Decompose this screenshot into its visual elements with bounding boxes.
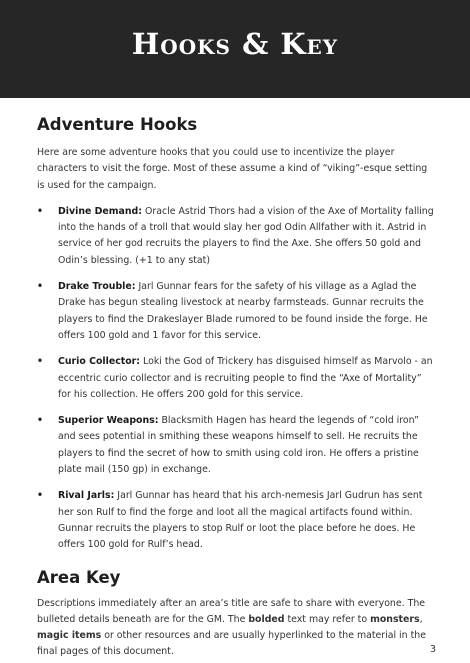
bullet: • bbox=[37, 205, 43, 217]
hook-title: Rival Jarls: bbox=[58, 490, 115, 502]
area-key-text: , bbox=[419, 613, 423, 625]
area-key-text: or other resources and are usually hyperlinked to the material in the final pages of this document. bbox=[37, 630, 426, 658]
hook-title: Divine Demand: bbox=[58, 205, 142, 217]
area-key-description bbox=[37, 596, 437, 661]
hook-text: Loki the God of Trickery has disguised himself as Marvolo - an eccentric curio collector and is recruiting people to find the “Axe of Mortality” for his collection. He offers 200 gold for this service. bbox=[58, 356, 433, 400]
bullet: • bbox=[37, 490, 43, 502]
adventure-hooks-intro: Here are some adventure hooks that you could use to incentivize the player characters to visit the forge. Most of these assume a kind of “viking”-esque setting is used for the campaign. bbox=[37, 147, 428, 191]
page-content bbox=[37, 113, 437, 661]
hook-title: Curio Collector: bbox=[58, 356, 141, 368]
hook-item-rival-jarls bbox=[37, 488, 437, 553]
page-banner bbox=[0, 0, 470, 98]
area-key-text: text may refer to bbox=[284, 613, 371, 625]
magic-items-term: magic items bbox=[37, 630, 102, 642]
area-key-text: Descriptions immediately after an area’s title are safe to share with everyone. The bulleted details beneath are for the GM. The bbox=[37, 597, 426, 625]
hook-text: Jarl Gunnar fears for the safety of his village as a Aglad the Drake has begun stealing livestock at nearby farmsteads. Gunnar recruits the players to find the Drakeslayer Blade rumored to be found inside the forge. He offers 100 gold and 1 favor for this service. bbox=[58, 281, 428, 341]
hook-title: Drake Trouble: bbox=[58, 281, 136, 293]
hook-item-divine-demand bbox=[37, 204, 437, 269]
hook-text: Jarl Gunnar has heard that his arch-nemesis Jarl Gudrun has sent her son Rulf to find the forge and loot all the magical artifacts found within. Gunnar recruits the players to stop Rulf or loot the place before he does. He offers 100 gold for Rulf’s head. bbox=[58, 490, 423, 551]
hook-item-superior-weapons bbox=[37, 413, 437, 478]
bolded-term: bolded bbox=[248, 613, 285, 625]
hook-text: Oracle Astrid Thors had a vision of the Axe of Mortality falling into the hands of a troll that would slay her god Odin Allfather with it. Astrid in service of her god recruits the players to find the Axe. She offers 50 gold and Odin’s blessing. (+1 to any stat) bbox=[58, 205, 434, 266]
adventure-hooks-heading: Adventure Hooks bbox=[37, 115, 198, 134]
hook-title: Superior Weapons: bbox=[58, 415, 159, 427]
bullet: • bbox=[37, 356, 43, 368]
page-number: 3 bbox=[430, 644, 436, 655]
area-key-heading: Area Key bbox=[37, 567, 121, 587]
bullet: • bbox=[37, 415, 43, 427]
hook-item-drake-trouble bbox=[37, 279, 437, 344]
hook-text: Blacksmith Hagen has heard the legends of “cold iron” and sees potential in smithing these weapons himself to sell. He recruits the players to find the secret of how to smith using cold iron. He offers a pristine plate mail (150 gp) in exchange. bbox=[58, 415, 419, 476]
monsters-term: monsters bbox=[370, 613, 420, 625]
hook-item-curio-collector bbox=[37, 354, 437, 403]
banner-title: Hooks & Key bbox=[131, 27, 339, 61]
adventure-hooks-list bbox=[37, 204, 437, 554]
bullet: • bbox=[37, 281, 43, 293]
